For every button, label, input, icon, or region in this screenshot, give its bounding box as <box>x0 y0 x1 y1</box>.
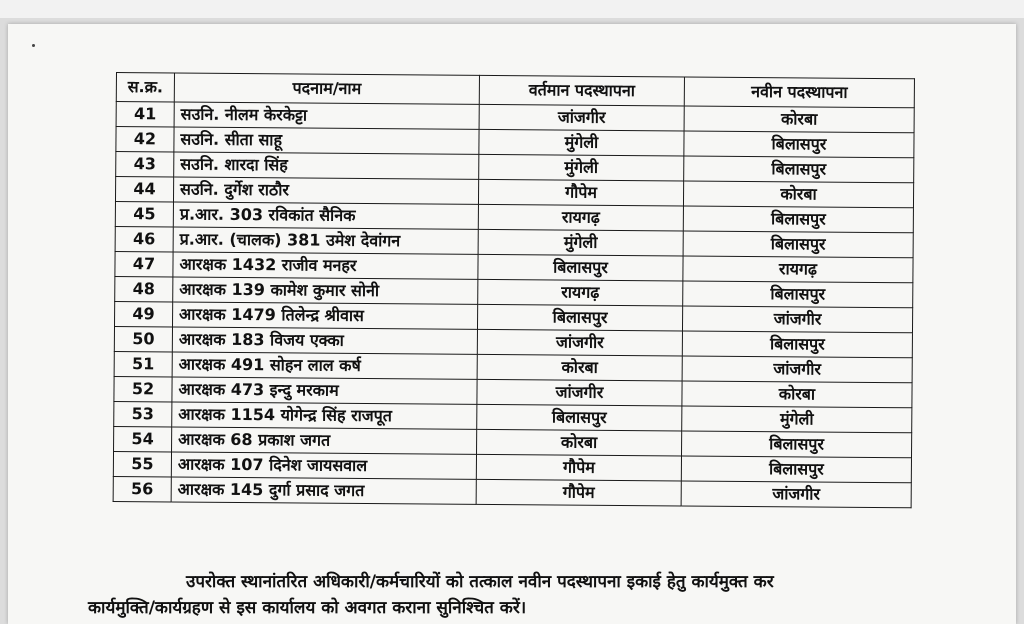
current-posting-cell: रायगढ़ <box>478 204 683 231</box>
new-posting-cell: जांजगीर <box>682 356 912 383</box>
name-cell: आरक्षक 1432 राजीव मनहर <box>173 252 478 279</box>
name-cell: आरक्षक 473 इन्दु मरकाम <box>172 377 477 404</box>
current-posting-cell: बिलासपुर <box>477 304 682 331</box>
name-cell: आरक्षक 491 सोहन लाल कर्ष <box>172 352 477 379</box>
new-posting-cell: जांजगीर <box>681 481 911 508</box>
header-serial: स.क्र. <box>116 73 174 102</box>
new-posting-cell: बिलासपुर <box>682 331 912 358</box>
serial-cell: 56 <box>113 476 171 501</box>
serial-cell: 51 <box>114 351 172 376</box>
new-posting-cell: बिलासपुर <box>684 156 914 183</box>
top-strip <box>0 0 1024 18</box>
name-cell: आरक्षक 1154 योगेन्द्र सिंह राजपूत <box>172 402 477 429</box>
serial-cell: 45 <box>115 201 173 226</box>
new-posting-cell: कोरबा <box>684 106 914 133</box>
serial-cell: 49 <box>115 301 173 326</box>
document-page <box>8 24 1016 624</box>
name-cell: आरक्षक 68 प्रकाश जगत <box>172 427 477 454</box>
serial-cell: 41 <box>116 102 174 127</box>
name-cell: सउनि. नीलम केरकेट्टा <box>174 102 479 129</box>
serial-cell: 47 <box>115 251 173 276</box>
serial-cell: 48 <box>115 276 173 301</box>
current-posting-cell: कोरबा <box>477 429 682 456</box>
new-posting-cell: मुंगेली <box>682 406 912 433</box>
current-posting-cell: बिलासपुर <box>478 254 683 281</box>
serial-cell: 43 <box>116 152 174 177</box>
serial-cell: 42 <box>116 127 174 152</box>
current-posting-cell: कोरबा <box>477 354 682 381</box>
current-posting-cell: गौपेम <box>476 454 681 481</box>
current-posting-cell: जांजगीर <box>477 329 682 356</box>
name-cell: सउनि. सीता साहू <box>174 127 479 154</box>
serial-cell: 44 <box>115 177 173 202</box>
name-cell: प्र.आर. 303 रविकांत सैनिक <box>173 202 478 229</box>
footer-line-1: उपरोक्त स्थानांतरित अधिकारी/कर्मचारियों को तत्काल नवीन पदस्थापना इकाई हेतु कार्यमुक्त कर <box>186 572 774 592</box>
new-posting-cell: बिलासपुर <box>683 206 913 233</box>
new-posting-cell: बिलासपुर <box>682 431 912 458</box>
new-posting-cell: रायगढ़ <box>683 256 913 283</box>
current-posting-cell: जांजगीर <box>479 104 684 131</box>
footer-instruction <box>88 569 968 621</box>
name-cell: सउनि. शारदा सिंह <box>174 152 479 179</box>
header-new-posting: नवीन पदस्थापना <box>684 77 914 108</box>
header-current-posting: वर्तमान पदस्थापना <box>479 75 684 106</box>
table-body <box>113 102 914 508</box>
serial-cell: 52 <box>114 376 172 401</box>
new-posting-cell: कोरबा <box>682 381 912 408</box>
new-posting-cell: जांजगीर <box>682 306 912 333</box>
new-posting-cell: बिलासपुर <box>683 281 913 308</box>
new-posting-cell: कोरबा <box>683 181 913 208</box>
name-cell: प्र.आर. (चालक) 381 उमेश देवांगन <box>173 227 478 254</box>
ink-dot <box>32 44 35 47</box>
current-posting-cell: बिलासपुर <box>477 404 682 431</box>
name-cell: आरक्षक 139 कामेश कुमार सोनी <box>173 277 478 304</box>
serial-cell: 50 <box>114 326 172 351</box>
serial-cell: 54 <box>114 426 172 451</box>
new-posting-cell: बिलासपुर <box>684 131 914 158</box>
current-posting-cell: रायगढ़ <box>478 279 683 306</box>
header-name: पदनाम/नाम <box>174 73 479 104</box>
footer-line-2: कार्यमुक्ति/कार्यग्रहण से इस कार्यालय को अवगत कराना सुनिश्चित करें। <box>88 598 527 618</box>
serial-cell: 53 <box>114 401 172 426</box>
current-posting-cell: मुंगेली <box>479 154 684 181</box>
name-cell: आरक्षक 1479 तिलेन्द्र श्रीवास <box>172 302 477 329</box>
new-posting-cell: बिलासपुर <box>681 456 911 483</box>
current-posting-cell: मुंगेली <box>479 129 684 156</box>
name-cell: आरक्षक 183 विजय एक्का <box>172 327 477 354</box>
new-posting-cell: बिलासपुर <box>683 231 913 258</box>
current-posting-cell: गौपेम <box>478 179 683 206</box>
name-cell: सउनि. दुर्गेश राठौर <box>173 177 478 204</box>
name-cell: आरक्षक 145 दुर्गा प्रसाद जगत <box>171 477 476 504</box>
serial-cell: 55 <box>113 451 171 476</box>
serial-cell: 46 <box>115 226 173 251</box>
current-posting-cell: मुंगेली <box>478 229 683 256</box>
current-posting-cell: जांजगीर <box>477 379 682 406</box>
transfer-table <box>113 72 915 508</box>
name-cell: आरक्षक 107 दिनेश जायसवाल <box>171 452 476 479</box>
current-posting-cell: गौपेम <box>476 479 681 506</box>
